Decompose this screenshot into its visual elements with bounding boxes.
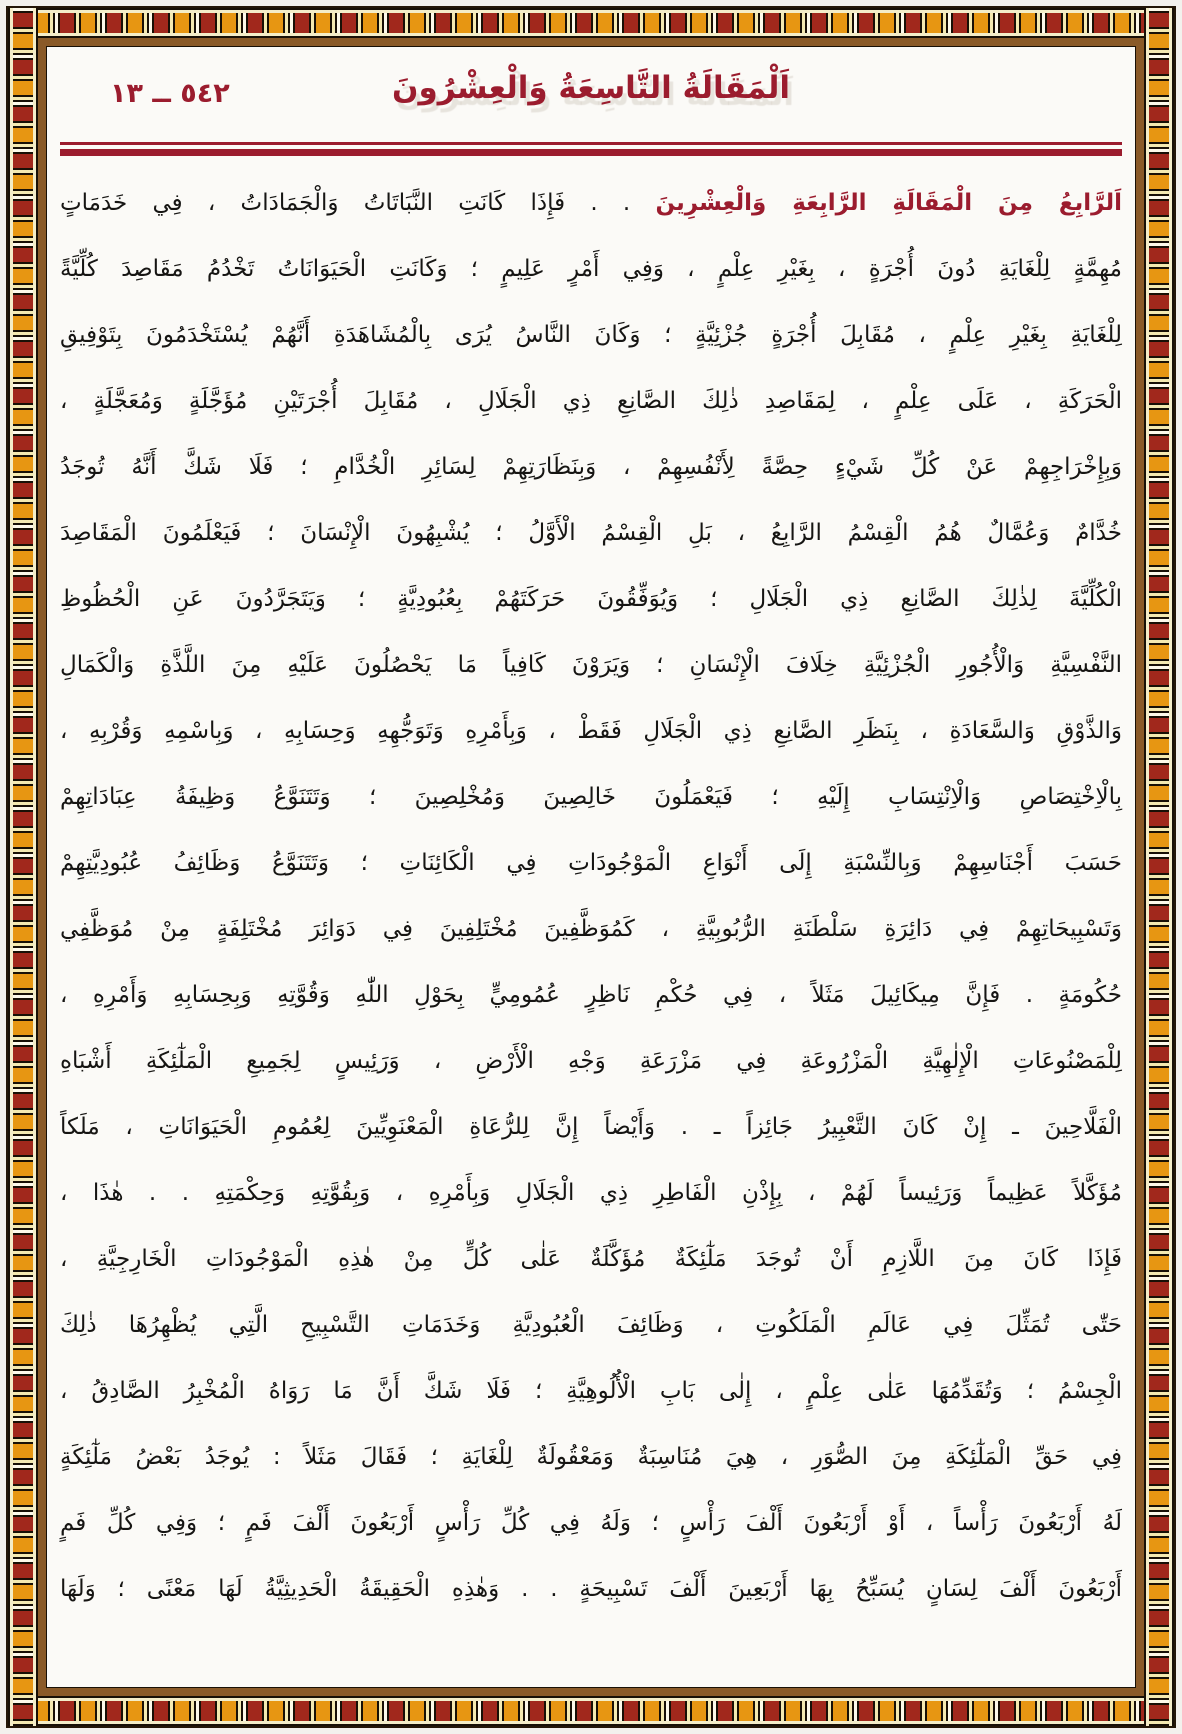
text-line (60, 1226, 1122, 1292)
text-line (60, 1424, 1122, 1490)
line-text: وَتَسْبِيحَاتِهِمْ فِي دَائِرَةِ سَلْطَنَةِ الرُّبُوبِيَّةِ ، كَمُوَظَّفِينَ مُخْتَلِفِينَ فِي دَوَائِرَ مُخْتَلِفَةٍ مِنْ مُوَظَّفِي (60, 916, 1122, 942)
rule-thin-line (60, 142, 1122, 145)
text-line (60, 962, 1122, 1028)
line-text: بِالْاِخْتِصَاصِ وَالْاِنْتِسَابِ إِلَيْهِ ؛ فَيَعْمَلُونَ خَالِصِينَ وَمُخْلِصِينَ ؛ وَتَتَنَوَّعُ وَظِيفَةُ عِبَادَاتِهِمْ (60, 784, 1122, 810)
text-line (60, 632, 1122, 698)
ornamental-border-bottom (8, 1696, 1174, 1726)
text-line (60, 1358, 1122, 1424)
line-text: الْحَرَكَةِ ، عَلَى عِلْمٍ ، لِمَقَاصِدِ ذٰلِكَ الصَّانِعِ ذِي الْجَلَالِ ، مُقَابِلَ أُجْرَتَيْنِ مُؤَجَّلَةٍ وَمُعَجَّلَةٍ ، (60, 388, 1122, 414)
text-line (60, 170, 1122, 236)
page-content (60, 48, 1122, 1684)
ornamental-border-left (8, 8, 38, 1726)
text-line (60, 302, 1122, 368)
text-line (60, 1160, 1122, 1226)
line-text: حَسَبَ أَجْنَاسِهِمْ وَبِالنِّسْبَةِ إِلَى أَنْوَاعِ الْمَوْجُودَاتِ فِي الْكَائِنَاتِ ؛ وَتَتَنَوَّعُ وَظَائِفُ عُبُودِيَّتِهِمْ (60, 850, 1122, 876)
body-text (60, 170, 1122, 1622)
text-line (60, 236, 1122, 302)
section-lead-text: اَلرَّابِعُ مِنَ الْمَقَالَةِ الرَّابِعَةِ وَالْعِشْرِينَ (655, 190, 1122, 216)
text-line (60, 896, 1122, 962)
ornamental-border-right (1144, 8, 1174, 1726)
text-line (60, 1556, 1122, 1622)
rule-thick-line (60, 149, 1122, 156)
page-number: ٥٤٢ ــ ١٣ (110, 78, 230, 109)
text-line (60, 368, 1122, 434)
text-line (60, 434, 1122, 500)
line-text: أَرْبَعُونَ أَلْفَ لِسَانٍ يُسَبِّحُ بِهَا أَرْبَعِينَ أَلْفَ تَسْبِيحَةٍ . . وَهٰذِهِ الْحَقِيقَةُ الْحَدِيثِيَّةُ لَهَا مَعْنًى ؛ وَلَهَا (60, 1576, 1122, 1602)
text-line (60, 1292, 1122, 1358)
line-text: لِلْغَايَةِ بِغَيْرِ عِلْمٍ ، مُقَابِلَ أُجْرَةٍ جُزْئِيَّةٍ ؛ وَكَانَ النَّاسُ يُرَى بِالْمُشَاهَدَةِ أَنَّهُمْ يُسْتَخْدَمُونَ بِتَوْفِيقِ (60, 322, 1122, 348)
line-text: فِي حَقِّ الْمَلٰٓئِكَةِ مِنَ الصُّوَرِ ، هِيَ مُنَاسِبَةٌ وَمَعْقُولَةٌ لِلْغَايَةِ ؛ فَقَالَ مَثَلاً : يُوجَدُ بَعْضُ مَلٰٓئِكَةٍ (60, 1444, 1122, 1470)
text-line (60, 1028, 1122, 1094)
page-header (60, 48, 1122, 136)
ornamental-border-top (8, 8, 1174, 38)
line-text: حُكُومَةٍ . فَإِنَّ مِيكَائِيلَ مَثَلاً ، فِي حُكْمِ نَاظِرٍ عُمُومِيٍّ بِحَوْلِ اللّٰهِ وَقُوَّتِهِ وَبِحِسَابِهِ وَأَمْرِهِ ، (60, 982, 1122, 1008)
line-text: لَهُ أَرْبَعُونَ رَأْساً ، أَوْ أَرْبَعُونَ أَلْفَ رَأْسٍ ؛ وَلَهُ فِي كُلِّ رَأْسٍ أَرْبَعُونَ أَلْفَ فَمٍ ؛ وَفِي كُلِّ فَمٍ (60, 1510, 1122, 1536)
line-text: مُهِمَّةٍ لِلْغَايَةِ دُونَ أُجْرَةٍ ، بِغَيْرِ عِلْمٍ ، وَفِي أَمْرٍ عَلِيمٍ ؛ وَكَانَتِ الْحَيَوَانَاتُ تَخْدُمُ مَقَاصِدَ كُلِّيَّةً (60, 256, 1122, 282)
text-line (60, 500, 1122, 566)
text-line (60, 764, 1122, 830)
text-line (60, 1094, 1122, 1160)
line-text: حَتّٰى تُمَثِّلَ فِي عَالَمِ الْمَلَكُوتِ ، وَظَائِفَ الْعُبُودِيَّةِ وَخَدَمَاتِ التَّسْبِيحِ الَّتِي يُظْهِرُهَا ذٰلِكَ (60, 1312, 1122, 1338)
line-text: لِلْمَصْنُوعَاتِ الْإِلٰهِيَّةِ الْمَزْرُوعَةِ فِي مَزْرَعَةِ وَجْهِ الْأَرْضِ ، وَرَئِيسٍ لِجَمِيعِ الْمَلٰٓئِكَةِ أَشْبَاهِ (60, 1048, 1122, 1074)
line-text: . . فَإِذَا كَانَتِ النَّبَاتَاتُ وَالْجَمَادَاتُ ، فِي خَدَمَاتٍ (60, 190, 631, 216)
text-line (60, 830, 1122, 896)
line-text: الْفَلَّاحِينَ ـ إِنْ كَانَ التَّعْبِيرُ جَائِزاً ـ . وَأَيْضاً إِنَّ لِلرُّعَاةِ الْمَعْنَوِيِّينَ لِعُمُومِ الْحَيَوَانَاتِ ، مَلَكاً (60, 1114, 1122, 1140)
text-line (60, 1490, 1122, 1556)
line-text: فَإِذَا كَانَ مِنَ اللَّازِمِ أَنْ تُوجَدَ مَلٰٓئِكَةٌ مُؤَكَّلَةٌ عَلٰى كُلٍّ مِنْ هٰذِهِ الْمَوْجُودَاتِ الْخَارِجِيَّةِ ، (60, 1246, 1122, 1272)
line-text: وَبِإِخْرَاجِهِمْ عَنْ كُلِّ شَيْءٍ حِصَّةً لِأَنْفُسِهِمْ ، وَبِنَظَارَتِهِمْ لِسَائِرِ الْخُدَّامِ ؛ فَلَا شَكَّ أَنَّهُ تُوجَدُ (60, 454, 1122, 480)
line-text: الْجِسْمُ ؛ وَتُقَدِّمُهَا عَلٰى عِلْمٍ ، إِلٰى بَابِ الْأُلُوهِيَّةِ ؛ فَلَا شَكَّ أَنَّ مَا رَوَاهُ الْمُخْبِرُ الصَّادِقُ ، (60, 1378, 1122, 1404)
text-line (60, 698, 1122, 764)
line-text: خُدَّامٌ وَعُمَّالٌ هُمُ الْقِسْمُ الرَّابِعُ ، بَلِ الْقِسْمُ الْأَوَّلُ ؛ يُشْبِهُونَ الْإِنْسَانَ ؛ فَيَعْلَمُونَ الْمَقَاصِدَ (60, 520, 1122, 546)
page-title: اَلْمَقَالَةُ التَّاسِعَةُ وَالْعِشْرُونَ (392, 70, 790, 106)
line-text: النَّفْسِيَّةِ وَالْأُجُورِ الْجُزْئِيَّةِ خِلَافَ الْإِنْسَانِ ؛ وَيَرَوْنَ كَافِياً مَا يَحْصُلُونَ عَلَيْهِ مِنَ اللَّذَّةِ وَالْكَمَالِ (60, 652, 1122, 678)
text-line (60, 566, 1122, 632)
line-text: وَالذَّوْقِ وَالسَّعَادَةِ ، بِنَظَرِ الصَّانِعِ ذِي الْجَلَالِ فَقَطْ ، وَبِأَمْرِهِ وَتَوَجُّهِهِ وَحِسَابِهِ ، وَبِاسْمِهِ وَقُرْبِهِ ، (60, 718, 1122, 744)
double-rule (60, 142, 1122, 156)
line-text: الْكُلِّيَّةَ لِذٰلِكَ الصَّانِعِ ذِي الْجَلَالِ ؛ وَيُوَفِّقُونَ حَرَكَتَهُمْ بِعُبُودِيَّةٍ ؛ وَيَتَجَرَّدُونَ عَنِ الْحُظُوظِ (60, 586, 1122, 612)
line-text: مُؤَكَّلاً عَظِيماً وَرَئِيساً لَهُمْ ، بِإِذْنِ الْفَاطِرِ ذِي الْجَلَالِ وَبِأَمْرِهِ ، وَبِقُوَّتِهِ وَحِكْمَتِهِ . . هٰذَا ، (60, 1180, 1122, 1206)
